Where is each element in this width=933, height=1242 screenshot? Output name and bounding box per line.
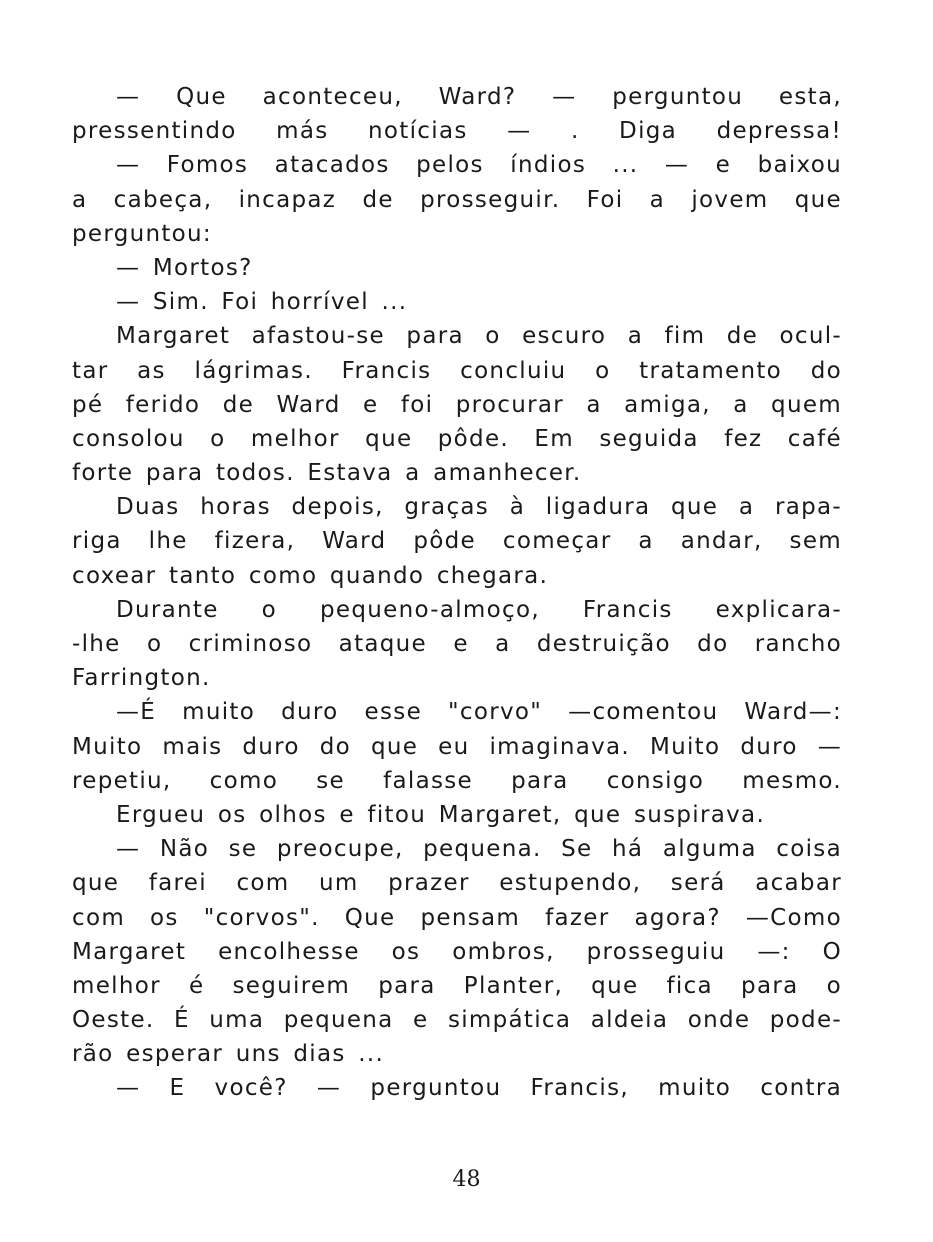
text-line: -lhe o criminoso ataque e a destruição do rancho <box>72 631 842 657</box>
text-line: Oeste. É uma pequena e simpática aldeia onde pode- <box>72 1007 842 1034</box>
text-line: — Fomos atacados pelos índios ... — e baixou <box>116 152 842 179</box>
text-line: forte para todos. Estava a amanhecer. <box>72 460 582 487</box>
text-line: Durante o pequeno-almoço, Francis explicara- <box>116 596 842 623</box>
text-line: Farrington. <box>72 665 211 692</box>
text-line: pressentindo más notícias — . Diga depressa! <box>72 118 842 145</box>
text-line: — Sim. Foi horrível ... <box>116 289 408 316</box>
text-line: Ergueu os olhos e fitou Margaret, que suspirava. <box>116 801 766 828</box>
text-line: rão esperar uns dias ... <box>72 1041 385 1068</box>
text-line: consolou o melhor que pôde. Em seguida fez café <box>72 425 842 452</box>
text-line: com os "corvos". Que pensam fazer agora? —Como <box>72 904 842 931</box>
text-line: — E você? — perguntou Francis, muito contra <box>116 1075 842 1102</box>
text-line: repetiu, como se falasse para consigo mesmo. <box>72 767 842 794</box>
text-line: perguntou: <box>72 220 212 247</box>
text-line: tar as lágrimas. Francis concluiu o tratamento do <box>72 357 842 384</box>
text-line: — Mortos? <box>116 254 253 281</box>
text-line: melhor é seguirem para Planter, que fica para o <box>72 972 842 999</box>
text-line: —É muito duro esse "corvo" —comentou Ward—: <box>116 699 842 726</box>
text-line: Duas horas depois, graças à ligadura que a rapa- <box>116 494 842 521</box>
text-line: riga lhe fizera, Ward pôde começar a andar, sem <box>72 528 842 555</box>
text-line: coxear tanto como quando chegara. <box>72 562 549 589</box>
page-number: 48 <box>452 1167 481 1192</box>
text-line: Margaret encolhesse os ombros, prosseguiu —: O <box>72 938 842 965</box>
text-line: Muito mais duro do que eu imaginava. Muito duro — <box>72 733 842 760</box>
text-line: que farei com um prazer estupendo, será acabar <box>72 870 842 897</box>
text-line: a cabeça, incapaz de prosseguir. Foi a jovem que <box>72 186 842 213</box>
body-text <box>72 80 842 1106</box>
text-line: pé ferido de Ward e foi procurar a amiga, a quem <box>72 391 842 418</box>
text-line: — Que aconteceu, Ward? — perguntou esta, <box>116 84 842 110</box>
text-line: — Não se preocupe, pequena. Se há alguma coisa <box>116 836 842 863</box>
text-line: Margaret afastou-se para o escuro a fim de ocul- <box>116 323 842 350</box>
